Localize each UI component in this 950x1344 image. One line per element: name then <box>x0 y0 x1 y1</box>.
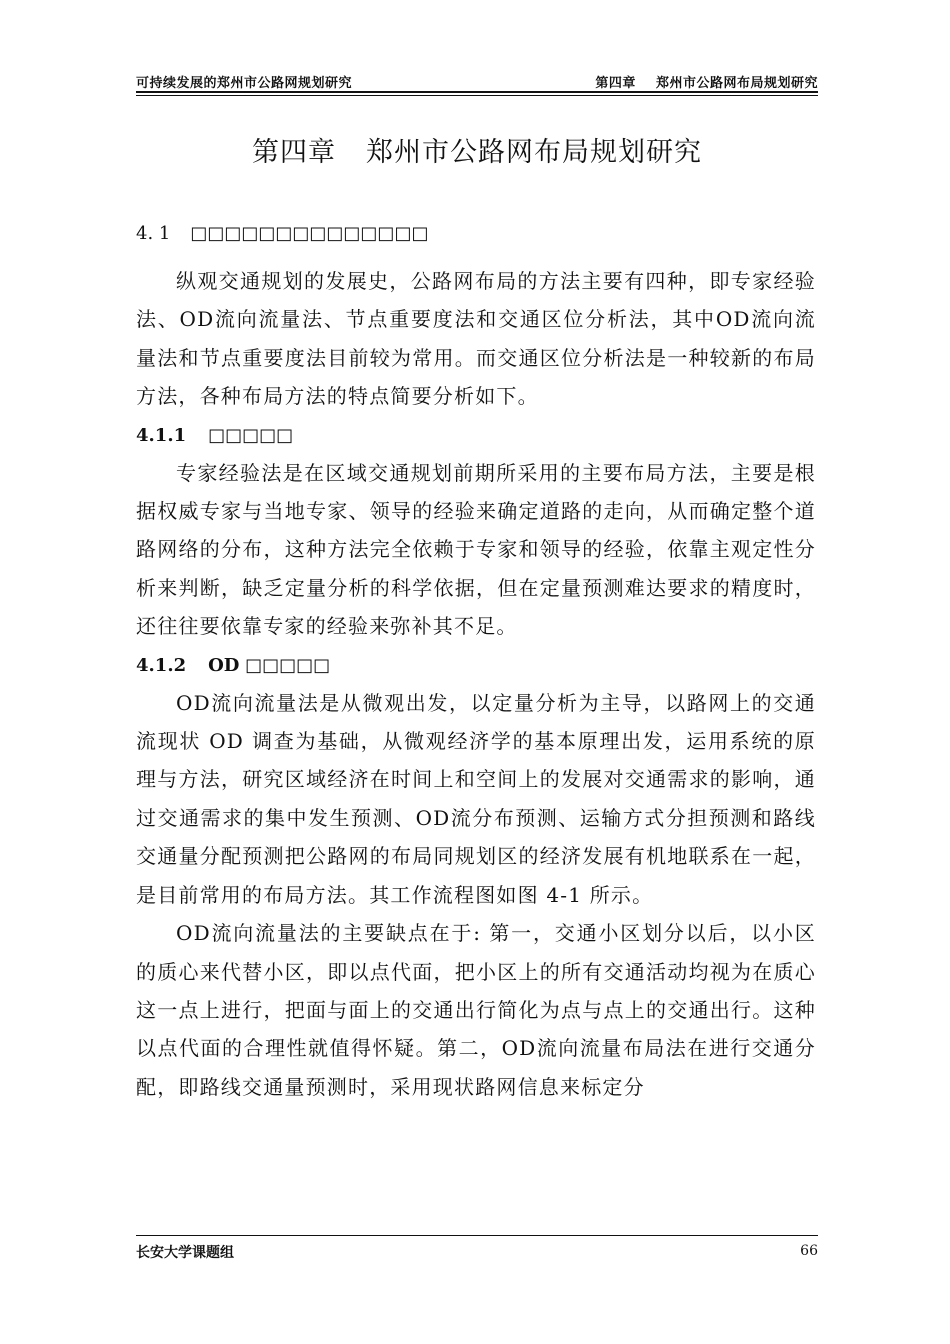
running-header <box>136 70 818 92</box>
header-left-title: 可持续发展的郑州市公路网规划研究 <box>136 76 353 91</box>
chapter-prefix: 第四章 <box>252 137 336 168</box>
subsection-heading-expert <box>136 420 816 452</box>
page-number: 66 <box>800 1243 818 1259</box>
subsection-title-prefix: OD <box>208 654 240 676</box>
footer-rule <box>136 1235 818 1236</box>
section-heading <box>136 214 816 254</box>
chapter-title <box>136 130 818 169</box>
paragraph-intro: 纵观交通规划的发展史，公路网布局的方法主要有四种，即专家经验法、OD流向流量法、节点重要度法和交通区位分析法，其中OD流向流量法和节点重要度法目前较为常用。而交通区位分析法是一种较新的布局方法，各种布局方法的特点简要分析如下。 <box>136 269 816 409</box>
header-right-title: 第四章 郑州市公路网布局规划研究 <box>595 76 818 91</box>
chapter-title-text: 郑州市公路网布局规划研究 <box>366 137 702 168</box>
section-title: □□□□□□□□□□□□□□ <box>190 223 429 244</box>
footer-organization: 长安大学课题组 <box>136 1245 234 1261</box>
header-rule-thick <box>136 91 818 93</box>
subsection-title-rest: □□□□□ <box>245 654 331 676</box>
header-rule-thin <box>136 95 818 96</box>
paragraph-expert-method: 专家经验法是在区域交通规划前期所采用的主要布局方法，主要是根据权威专家与当地专家、领导的经验来确定道路的走向，从而确定整个道路网络的分布，这种方法完全依赖于专家和领导的经验，依靠主观定性分析来判断，缺乏定量分析的科学依据，但在定量预测难达要求的精度时，还往往要依靠专家的经验来弥补其不足。 <box>136 460 816 639</box>
paragraph-od-drawbacks: OD流向流量法的主要缺点在于: 第一，交通小区划分以后，以小区的质心来代替小区，即以点代面，把小区上的所有交通活动均视为在质心这一点上进行，把面与面上的交通出行简化为点与点上的交通出行。这种以点代面的合理性就值得怀疑。第二，OD流向流量布局法在进行交通分配，即路线交通量预测时，采用现状路网信息来标定分 <box>136 921 816 1099</box>
paragraph-od-method: OD流向流量法是从微观出发，以定量分析为主导，以路网上的交通流现状 OD 调查为基础，从微观经济学的基本原理出发，运用系统的原理与方法，研究区域经济在时间上和空间上的发展对交通需求的影响，通过交通需求的集中发生预测、OD流分布预测、运输方式分担预测和路线交通量分配预测把公路网的布局同规划区的经济发展有机地联系在一起，是目前常用的布局方法。其工作流程图如图 4-1 所示。 <box>136 690 816 907</box>
subsection-number: 4.1.1 <box>136 424 187 446</box>
subsection-title: □□□□□ <box>208 424 294 446</box>
subsection-number: 4.1.2 <box>136 654 187 676</box>
body-content <box>136 214 816 1106</box>
subsection-heading-od <box>136 650 816 682</box>
subsection-title <box>208 655 330 676</box>
section-number: 4. 1 <box>136 223 171 244</box>
